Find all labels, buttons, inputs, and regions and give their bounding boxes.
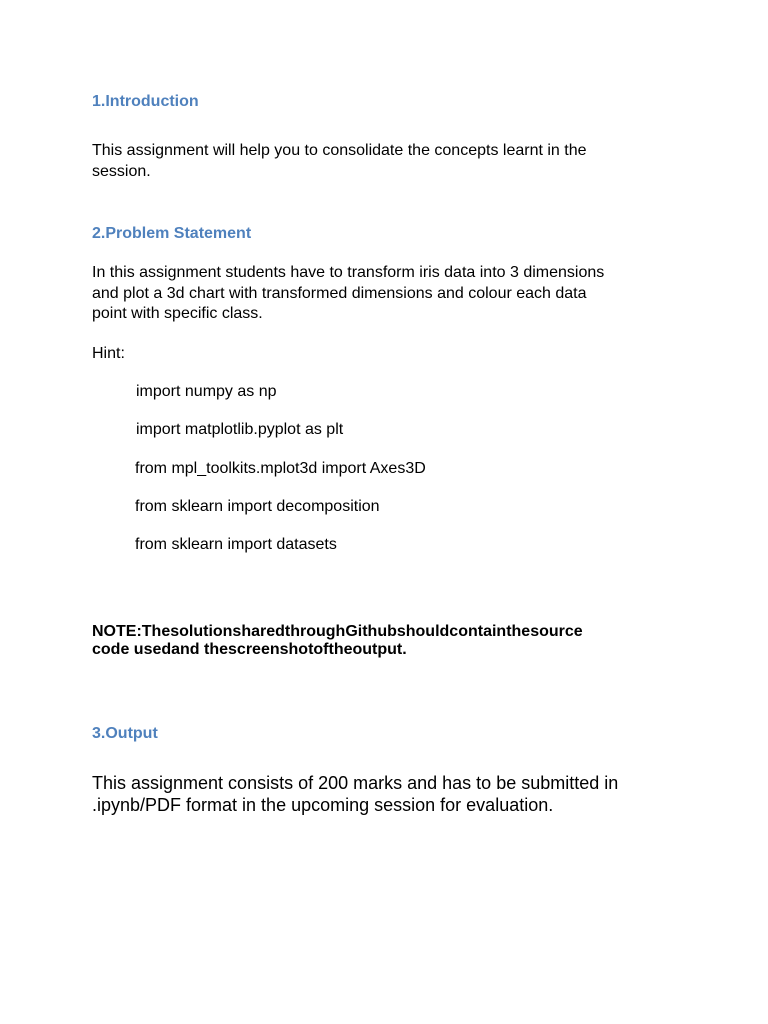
introduction-heading: 1.Introduction [92, 93, 199, 110]
introduction-body-line: session. [92, 162, 151, 180]
note-line: code usedand thescreenshotoftheoutput. [92, 641, 407, 658]
output-body [92, 772, 712, 816]
problem-body-line: point with specific class. [92, 305, 263, 322]
introduction-body-line: This assignment will help you to consolidate the concepts learnt in the [92, 142, 587, 159]
output-body-line: .ipynb/PDF format in the upcoming session for evaluation. [92, 795, 554, 815]
introduction-body [92, 141, 712, 182]
problem-statement-body [92, 263, 712, 325]
code-line-import-axes3d: from mpl_toolkits.mplot3d import Axes3D [135, 460, 426, 477]
hint-label: Hint: [92, 345, 125, 362]
submission-note [92, 623, 692, 659]
problem-statement-heading: 2.Problem Statement [92, 225, 252, 242]
output-body-line: This assignment consists of 200 marks and has to be submitted in [92, 773, 619, 793]
problem-body-line: and plot a 3d chart with transformed dimensions and colour each data [92, 284, 587, 302]
code-line-import-decomposition: from sklearn import decomposition [135, 498, 380, 515]
problem-body-line: In this assignment students have to transform iris data into 3 dimensions [92, 264, 605, 281]
code-line-import-numpy: import numpy as np [136, 383, 277, 400]
code-line-import-matplotlib: import matplotlib.pyplot as plt [136, 421, 344, 438]
note-line: NOTE:ThesolutionsharedthroughGithubshouldcontainthesource [92, 623, 583, 640]
code-line-import-datasets: from sklearn import datasets [135, 536, 337, 553]
output-heading: 3.Output [92, 725, 158, 742]
